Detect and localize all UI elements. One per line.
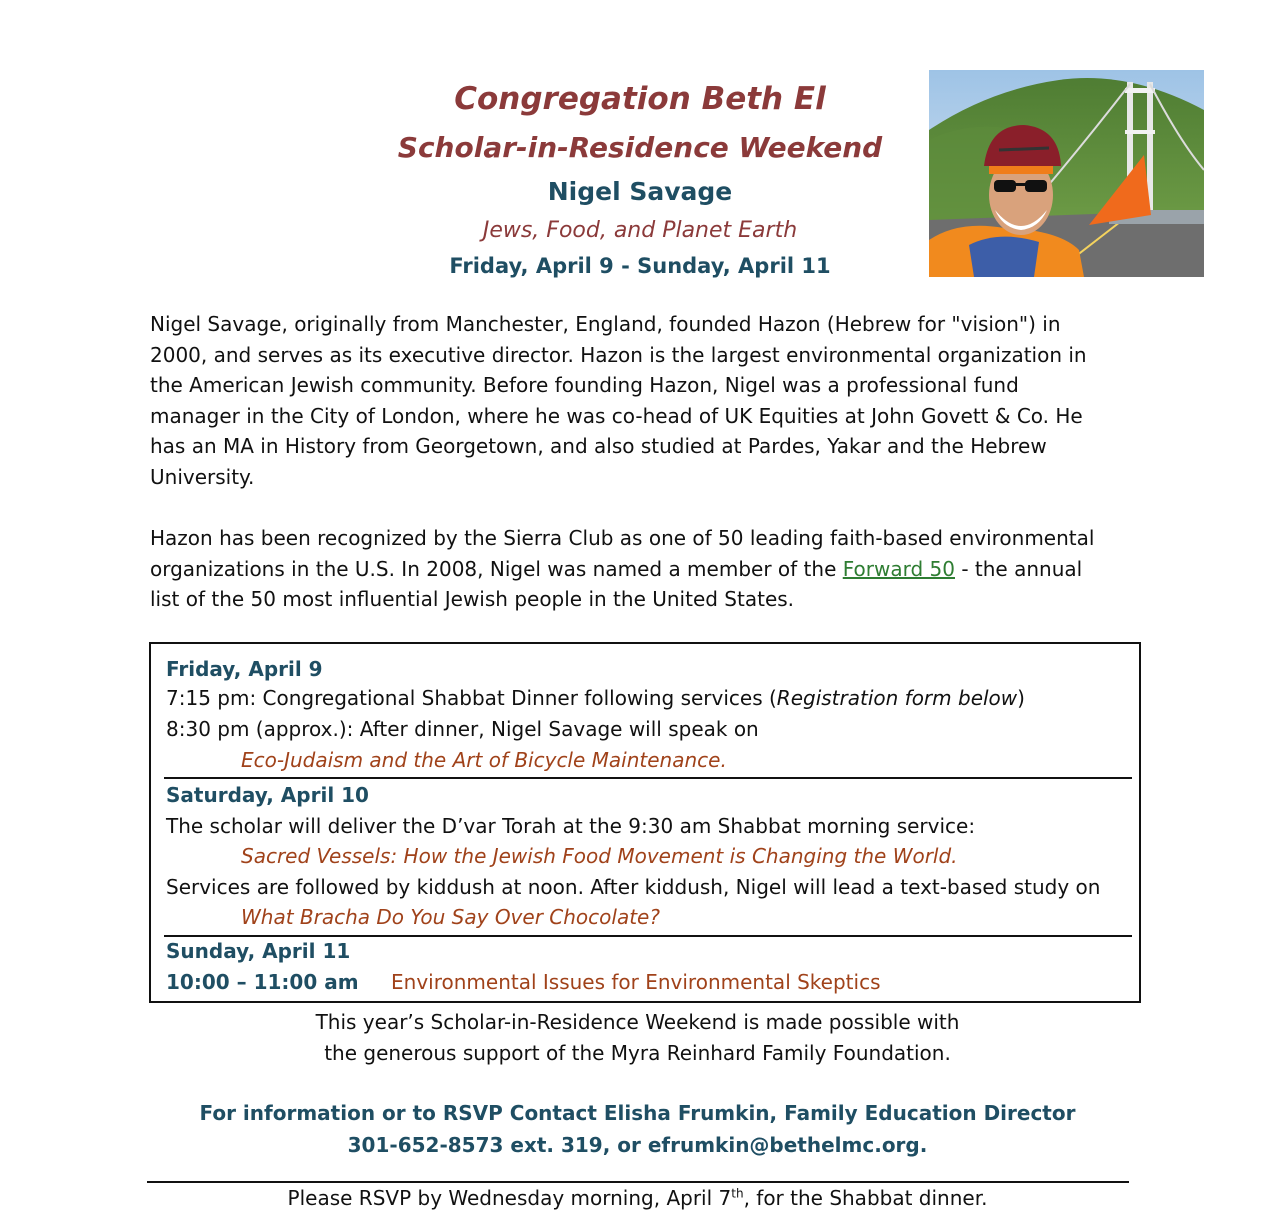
friday-talk-intro: 8:30 pm (approx.): After dinner, Nigel Savage will speak on <box>166 717 759 741</box>
bio-line: manager in the City of London, where he was co-head of UK Equities at John Govett & Co. He <box>150 403 1083 428</box>
rsvp-text-end: , for the Shabbat dinner. <box>743 1186 988 1210</box>
hazon-line: list of the 50 most influential Jewish people in the United States. <box>150 587 795 611</box>
speaker-name: Nigel Savage <box>547 177 733 206</box>
rsvp-text: Please RSVP by Wednesday morning, April 7 <box>287 1186 732 1210</box>
saturday-talk-2: What Bracha Do You Say Over Chocolate? <box>241 905 660 929</box>
hazon-text: - the annual <box>954 556 1083 581</box>
bio-line: University. <box>150 464 255 489</box>
sponsor-line-1: This year’s Scholar-in-Residence Weekend is made possible with <box>315 1010 960 1034</box>
org-title: Congregation Beth El <box>454 81 826 117</box>
forward-50-link[interactable]: Forward 50 <box>842 556 955 581</box>
saturday-heading: Saturday, April 10 <box>166 783 369 807</box>
schedule-divider <box>164 777 1132 779</box>
bio-line: Nigel Savage, originally from Manchester, England, founded Hazon (Hebrew for "vision") in <box>150 312 1061 336</box>
rsvp-line <box>0 1186 1275 1210</box>
saturday-line-1: The scholar will deliver the D’var Torah at the 9:30 am Shabbat morning service: <box>166 814 976 838</box>
saturday-line-2: Services are followed by kiddush at noon. After kiddush, Nigel will lead a text-based study on <box>166 875 1101 899</box>
sunday-heading: Sunday, April 11 <box>166 939 351 963</box>
rsvp-superscript: th <box>731 1186 744 1201</box>
hazon-line: Hazon has been recognized by the Sierra Club as one of 50 leading faith-based environmental <box>150 526 1095 550</box>
bio-line: the American Jewish community. Before founding Hazon, Nigel was a professional fund <box>150 373 1019 397</box>
friday-talk-title: Eco-Judaism and the Art of Bicycle Maintenance. <box>241 748 727 772</box>
event-dates: Friday, April 9 - Sunday, April 11 <box>449 254 831 278</box>
schedule-divider <box>164 935 1132 937</box>
hazon-paragraph <box>150 523 1130 615</box>
speaker-photo <box>929 70 1204 277</box>
sponsor-line-2: the generous support of the Myra Reinhard Family Foundation. <box>324 1041 951 1065</box>
friday-dinner-line <box>166 686 1025 710</box>
schedule-box <box>149 642 1141 1003</box>
sunday-talk-title: Environmental Issues for Environmental Skeptics <box>391 970 881 994</box>
contact-line-2: 301-652-8573 ext. 319, or efrumkin@bethelmc.org. <box>347 1133 928 1157</box>
friday-dinner-close: ) <box>1017 686 1025 710</box>
sunday-time: 10:00 – 11:00 am <box>166 970 359 994</box>
saturday-talk-1: Sacred Vessels: How the Jewish Food Movement is Changing the World. <box>241 844 958 868</box>
bottom-divider <box>147 1181 1129 1183</box>
friday-heading: Friday, April 9 <box>166 657 323 681</box>
bio-line: 2000, and serves as its executive director. Hazon is the largest environmental organization in <box>150 342 1087 367</box>
contact-line-1: For information or to RSVP Contact Elisha Frumkin, Family Education Director <box>199 1101 1076 1125</box>
bio-line: has an MA in History from Georgetown, and also studied at Pardes, Yakar and the Hebrew <box>150 434 1047 458</box>
hazon-line <box>150 554 1130 585</box>
bio-paragraph <box>150 309 1130 492</box>
hazon-text: organizations in the U.S. In 2008, Nigel was named a member of the <box>150 556 843 581</box>
event-title: Scholar-in-Residence Weekend <box>397 131 883 164</box>
event-topic: Jews, Food, and Planet Earth <box>482 218 798 243</box>
friday-dinner-text: 7:15 pm: Congregational Shabbat Dinner following services ( <box>166 686 777 710</box>
registration-note: Registration form below <box>776 686 1018 710</box>
